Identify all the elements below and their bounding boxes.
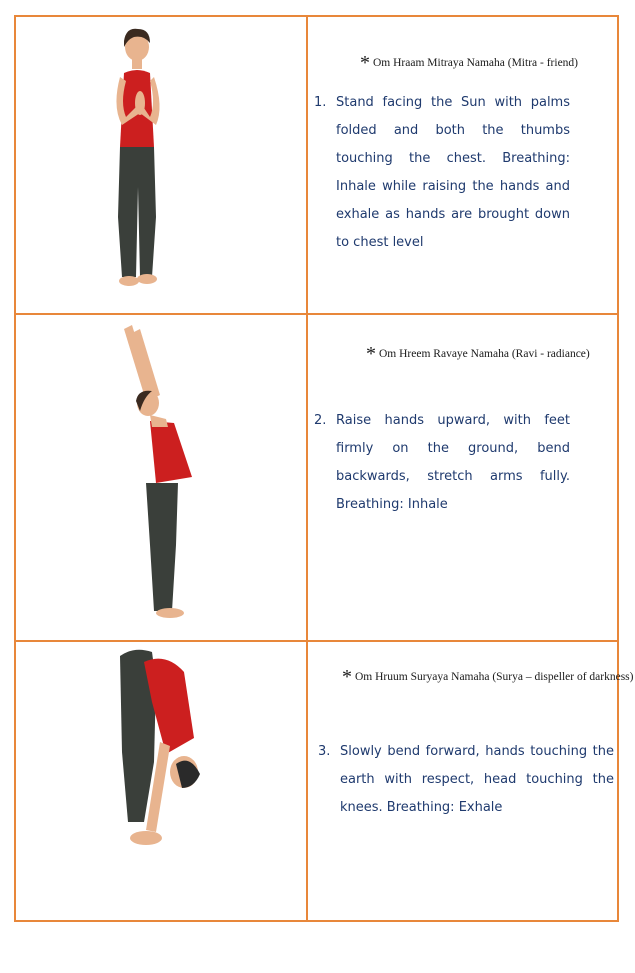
step-text: Slowly bend forward, hands touching the earth with respect, head touching the knees. Breathing: Exhale (340, 744, 614, 815)
step-instruction (314, 89, 570, 257)
standing-prayer-pose-figure (16, 17, 306, 313)
step-number: 2. (314, 413, 327, 428)
pose-text-cell (308, 642, 634, 924)
forward-bend-pose-figure (16, 642, 306, 924)
sun-salutation-table (14, 15, 634, 922)
step-text: Raise hands upward, with feet firmly on the ground, bend backwards, stretch arms fully. Breathing: Inhale (336, 413, 570, 512)
pose-image-cell (16, 17, 306, 313)
step-number: 1. (314, 95, 327, 110)
step-text: Stand facing the Sun with palms folded and both the thumbs touching the chest. Breathing: Inhale while raising the hands and exhale as hands are brought down to chest level (336, 95, 570, 250)
table-row (16, 313, 617, 640)
step-number: 3. (318, 744, 331, 759)
mantra-line (342, 666, 633, 689)
asterisk-icon: * (360, 52, 370, 74)
mantra-text: Om Hruum Suryaya Namaha (Surya – dispeller of darkness) (355, 671, 634, 683)
asterisk-icon: * (342, 666, 352, 688)
pose-image-cell (16, 315, 306, 640)
pose-text-cell (308, 315, 617, 640)
mantra-line (360, 52, 578, 75)
raised-arms-pose-figure (16, 315, 306, 640)
mantra-text: Om Hreem Ravaye Namaha (Ravi - radiance) (379, 348, 590, 360)
table-row (16, 17, 617, 313)
pose-image-cell (16, 642, 306, 924)
mantra-text: Om Hraam Mitraya Namaha (Mitra - friend) (373, 57, 579, 69)
step-instruction (318, 738, 614, 822)
asterisk-icon: * (366, 343, 376, 365)
table-row (16, 640, 634, 924)
pose-text-cell (308, 17, 617, 313)
step-instruction (314, 407, 570, 519)
mantra-line (366, 343, 590, 366)
